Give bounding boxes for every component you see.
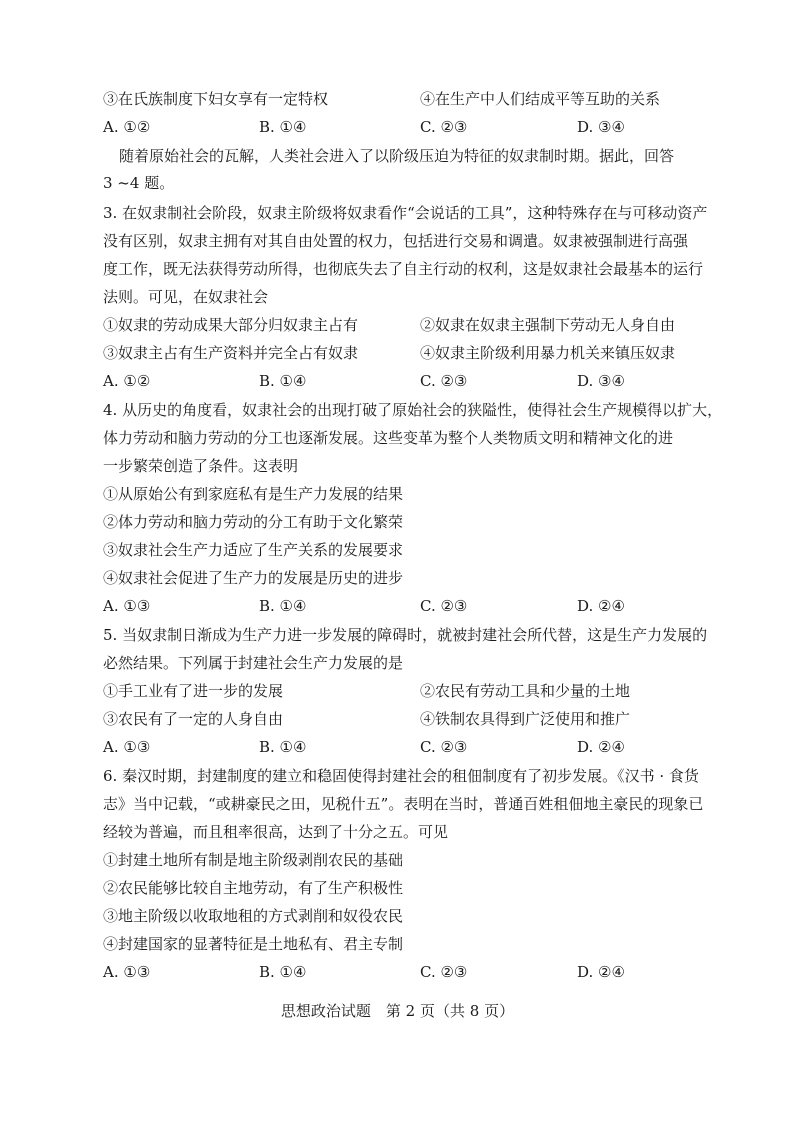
option-b: B. ①④ [259,738,307,756]
item: ④铁制农具得到广泛使用和推广 [420,710,631,728]
item: ③地主阶级以收取地租的方式剥削和奴役农民 [103,907,404,925]
item: ②农民能够比较自主地劳动，有了生产积极性 [103,879,404,897]
option-c: C. ②③ [420,372,468,390]
question-stem: 度工作，既无法获得劳动所得，也彻底失去了自主行动的权利，这是奴隶社会最基本的运行 [103,260,704,278]
item: ④封建国家的显著特征是土地私有、君主专制 [103,935,404,953]
option-a: A. ①② [103,372,151,390]
item: ③在氏族制度下妇女享有一定特权 [103,90,329,108]
item: ③农民有了一定的人身自由 [103,710,284,728]
option-c: C. ②③ [420,738,468,756]
option-d: D. ②④ [577,738,625,756]
option-d: D. ②④ [577,963,625,981]
item: ①从原始公有到家庭私有是生产力发展的结果 [103,485,404,503]
question-stem: 法则。可见，在奴隶社会 [103,288,269,306]
page-footer: 思想政治试题 第 2 页（共 8 页） [280,1002,515,1020]
question-stem: 3. 在奴隶制社会阶段，奴隶主阶级将奴隶看作“会说话的工具”，这种特殊存在与可移动资产 [103,204,708,222]
item: ①封建土地所有制是地主阶级剥削农民的基础 [103,851,404,869]
intro-text: 3 ~4 题。 [103,174,175,192]
question-stem: 6. 秦汉时期，封建制度的建立和稳固使得封建社会的租佃制度有了初步发展。《汉书 · 食货 [103,767,699,785]
item: ④在生产中人们结成平等互助的关系 [420,90,661,108]
option-d: D. ③④ [577,372,625,390]
option-a: A. ①③ [103,738,151,756]
item: ②奴隶在奴隶主强制下劳动无人身自由 [420,316,676,334]
item: ①手工业有了进一步的发展 [103,682,284,700]
option-d: D. ②④ [577,597,625,615]
option-a: A. ①③ [103,597,151,615]
option-b: B. ①④ [259,963,307,981]
question-stem: 志》当中记载，“或耕豪民之田，见税什五”。表明在当时，普通百姓租佃地主豪民的现象已 [103,795,704,813]
item: ②农民有劳动工具和少量的土地 [420,682,631,700]
question-stem: 必然结果。下列属于封建社会生产力发展的是 [103,654,404,672]
question-stem: 体力劳动和脑力劳动的分工也逐渐发展。这些变革为整个人类物质文明和精神文化的进 [103,429,674,447]
item: ④奴隶主阶级利用暴力机关来镇压奴隶 [420,344,676,362]
option-b: B. ①④ [259,372,307,390]
option-b: B. ①④ [259,118,307,136]
item: ③奴隶主占有生产资料并完全占有奴隶 [103,344,359,362]
item: ②体力劳动和脑力劳动的分工有助于文化繁荣 [103,513,404,531]
option-c: C. ②③ [420,597,468,615]
option-c: C. ②③ [420,118,468,136]
item: ④奴隶社会促进了生产力的发展是历史的进步 [103,569,404,587]
item: ③奴隶社会生产力适应了生产关系的发展要求 [103,541,404,559]
question-stem: 经较为普遍，而且租率很高，达到了十分之五。可见 [103,823,449,841]
option-c: C. ②③ [420,963,468,981]
option-b: B. ①④ [259,597,307,615]
question-stem: 没有区别，奴隶主拥有对其自由处置的权力，包括进行交易和调遣。奴隶被强制进行高强 [103,232,689,250]
question-stem: 一步繁荣创造了条件。这表明 [103,457,299,475]
option-d: D. ③④ [577,118,625,136]
option-a: A. ①③ [103,963,151,981]
option-a: A. ①② [103,118,151,136]
question-stem: 4. 从历史的角度看，奴隶社会的出现打破了原始社会的狭隘性，使得社会生产规模得以扩大， [103,401,723,419]
intro-text: 随着原始社会的瓦解，人类社会进入了以阶级压迫为特征的奴隶制时期。据此，回答 [119,147,675,165]
question-stem: 5. 当奴隶制日渐成为生产力进一步发展的障碍时，就被封建社会所代替，这是生产力发展的 [103,626,708,644]
item: ①奴隶的劳动成果大部分归奴隶主占有 [103,316,359,334]
